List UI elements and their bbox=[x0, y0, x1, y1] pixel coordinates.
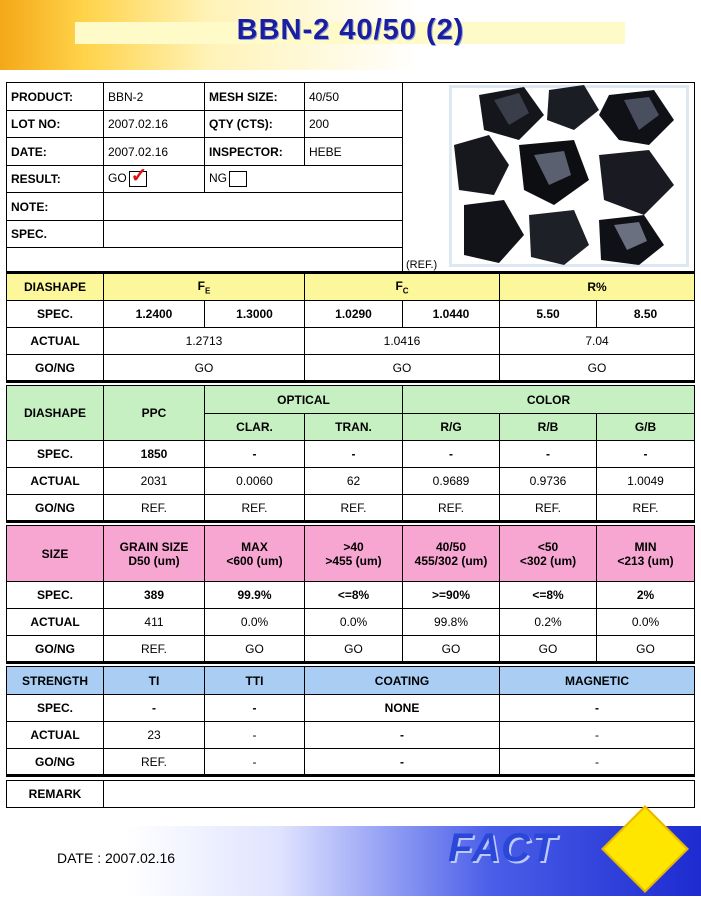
spec-label: SPEC. bbox=[7, 441, 104, 468]
size-col-header: MIN <213 (um) bbox=[597, 526, 695, 582]
spec-label: SPEC. bbox=[7, 301, 104, 328]
diashape-table-2 bbox=[6, 385, 695, 523]
spec-cell: - bbox=[205, 695, 305, 722]
gong-cell: - bbox=[305, 749, 500, 776]
spec-cell: - bbox=[104, 695, 205, 722]
go-label: GO bbox=[108, 171, 127, 186]
note-value bbox=[104, 193, 403, 221]
gong-cell: REF. bbox=[104, 749, 205, 776]
product-label: PRODUCT: bbox=[7, 83, 104, 111]
crystal-photo-image bbox=[449, 85, 689, 267]
remark-value bbox=[104, 781, 695, 808]
product-value: BBN-2 bbox=[104, 83, 205, 111]
remark-label: REMARK bbox=[7, 781, 104, 808]
gong-cell: REF. bbox=[205, 495, 305, 522]
diashape-table-1 bbox=[6, 271, 695, 383]
diashape-header: DIASHAPE bbox=[7, 273, 104, 301]
size-header: SIZE bbox=[7, 526, 104, 582]
gong-cell: REF. bbox=[403, 495, 500, 522]
gong-cell: GO bbox=[500, 636, 597, 663]
gong-cell: GO bbox=[597, 636, 695, 663]
gong-label: GO/NG bbox=[7, 495, 104, 522]
gong-cell: REF. bbox=[104, 495, 205, 522]
optical-header: OPTICAL bbox=[205, 386, 403, 414]
gong-cell: - bbox=[205, 749, 305, 776]
actual-cell: 0.9736 bbox=[500, 468, 597, 495]
date-label: DATE: bbox=[7, 138, 104, 166]
spec-cell: 1.2400 bbox=[104, 301, 205, 328]
gb-header: G/B bbox=[597, 414, 695, 441]
spec-cell: - bbox=[500, 695, 695, 722]
spec-label: SPEC. bbox=[7, 582, 104, 609]
actual-cell: 0.9689 bbox=[403, 468, 500, 495]
tran-header: TRAN. bbox=[305, 414, 403, 441]
ti-header: TI bbox=[104, 667, 205, 695]
actual-label: ACTUAL bbox=[7, 722, 104, 749]
actual-label: ACTUAL bbox=[7, 328, 104, 355]
spec-cell: - bbox=[403, 441, 500, 468]
fc-header: $F_C$ bbox=[305, 273, 500, 301]
rg-header: R/G bbox=[403, 414, 500, 441]
actual-cell: 0.0% bbox=[597, 609, 695, 636]
clar-header: CLAR. bbox=[205, 414, 305, 441]
color-header: COLOR bbox=[403, 386, 695, 414]
spec-value bbox=[104, 221, 403, 248]
spec-label: SPEC. bbox=[7, 695, 104, 722]
strength-header: STRENGTH bbox=[7, 667, 104, 695]
coating-header: COATING bbox=[305, 667, 500, 695]
actual-cell: - bbox=[500, 722, 695, 749]
actual-cell: - bbox=[305, 722, 500, 749]
actual-cell: 7.04 bbox=[500, 328, 695, 355]
magnetic-header: MAGNETIC bbox=[500, 667, 695, 695]
mesh-value: 40/50 bbox=[305, 83, 403, 111]
qty-value: 200 bbox=[305, 111, 403, 138]
actual-cell: 1.0416 bbox=[305, 328, 500, 355]
actual-cell: 1.2713 bbox=[104, 328, 305, 355]
actual-cell: 0.0% bbox=[305, 609, 403, 636]
result-label: RESULT: bbox=[7, 166, 104, 193]
spec-cell: 389 bbox=[104, 582, 205, 609]
size-col-header: GRAIN SIZE D50 (um) bbox=[104, 526, 205, 582]
gong-cell: GO bbox=[305, 636, 403, 663]
actual-label: ACTUAL bbox=[7, 468, 104, 495]
gong-cell: REF. bbox=[500, 495, 597, 522]
photo-caption: (REF.) bbox=[406, 259, 438, 271]
spec-cell: >=90% bbox=[403, 582, 500, 609]
spec-cell: NONE bbox=[305, 695, 500, 722]
actual-cell: 62 bbox=[305, 468, 403, 495]
page-title: BBN-2 40/50 (2) bbox=[236, 14, 465, 46]
blank-row bbox=[7, 248, 403, 273]
actual-cell: 0.2% bbox=[500, 609, 597, 636]
gong-cell: GO bbox=[500, 355, 695, 382]
actual-cell: 23 bbox=[104, 722, 205, 749]
actual-cell: 2031 bbox=[104, 468, 205, 495]
actual-cell: 0.0060 bbox=[205, 468, 305, 495]
gong-label: GO/NG bbox=[7, 749, 104, 776]
spec-cell: 99.9% bbox=[205, 582, 305, 609]
spec-cell: 1.0440 bbox=[403, 301, 500, 328]
spec-cell: 8.50 bbox=[597, 301, 695, 328]
result-go bbox=[104, 166, 205, 193]
qty-label: QTY (CTS): bbox=[205, 111, 305, 138]
sample-photo bbox=[403, 83, 695, 273]
size-col-header: <50 <302 (um) bbox=[500, 526, 597, 582]
info-table bbox=[6, 82, 695, 273]
actual-cell: 1.0049 bbox=[597, 468, 695, 495]
strength-table bbox=[6, 666, 695, 777]
gong-cell: REF. bbox=[597, 495, 695, 522]
gong-cell: GO bbox=[205, 636, 305, 663]
spec-label: SPEC. bbox=[7, 221, 104, 248]
date-value: 2007.02.16 bbox=[104, 138, 205, 166]
gong-label: GO/NG bbox=[7, 636, 104, 663]
fe-header: $F_E$ bbox=[104, 273, 305, 301]
actual-cell: 0.0% bbox=[205, 609, 305, 636]
actual-cell: - bbox=[205, 722, 305, 749]
size-table bbox=[6, 525, 695, 664]
size-col-header: >40 >455 (um) bbox=[305, 526, 403, 582]
size-col-header: 40/50 455/302 (um) bbox=[403, 526, 500, 582]
spec-cell: <=8% bbox=[305, 582, 403, 609]
rb-header: R/B bbox=[500, 414, 597, 441]
check-icon: ✓ bbox=[130, 165, 148, 187]
spec-cell: - bbox=[205, 441, 305, 468]
ng-label: NG bbox=[209, 171, 227, 186]
spec-cell: - bbox=[597, 441, 695, 468]
note-label: NOTE: bbox=[7, 193, 104, 221]
diashape-header: DIASHAPE bbox=[7, 386, 104, 441]
gong-cell: GO bbox=[403, 636, 500, 663]
spec-cell: 5.50 bbox=[500, 301, 597, 328]
spec-cell: - bbox=[500, 441, 597, 468]
lot-label: LOT NO: bbox=[7, 111, 104, 138]
fact-logo: FACT bbox=[448, 826, 557, 870]
spec-cell: 1.0290 bbox=[305, 301, 403, 328]
go-checkbox[interactable] bbox=[129, 165, 148, 187]
gong-cell: GO bbox=[104, 355, 305, 382]
inspector-value: HEBE bbox=[305, 138, 403, 166]
ppc-header: PPC bbox=[104, 386, 205, 441]
footer-date: DATE : 2007.02.16 bbox=[57, 850, 176, 866]
spec-cell: 1850 bbox=[104, 441, 205, 468]
spec-cell: - bbox=[305, 441, 403, 468]
gong-cell: REF. bbox=[104, 636, 205, 663]
result-ng bbox=[205, 166, 403, 193]
actual-label: ACTUAL bbox=[7, 609, 104, 636]
size-col-header: MAX <600 (um) bbox=[205, 526, 305, 582]
gong-cell: REF. bbox=[305, 495, 403, 522]
lot-value: 2007.02.16 bbox=[104, 111, 205, 138]
remark-table bbox=[6, 780, 695, 808]
tti-header: TTI bbox=[205, 667, 305, 695]
actual-cell: 99.8% bbox=[403, 609, 500, 636]
spec-cell: <=8% bbox=[500, 582, 597, 609]
gong-cell: GO bbox=[305, 355, 500, 382]
spec-cell: 2% bbox=[597, 582, 695, 609]
inspector-label: INSPECTOR: bbox=[205, 138, 305, 166]
mesh-label: MESH SIZE: bbox=[205, 83, 305, 111]
gong-cell: - bbox=[500, 749, 695, 776]
spec-cell: 1.3000 bbox=[205, 301, 305, 328]
gong-label: GO/NG bbox=[7, 355, 104, 382]
r-header: R% bbox=[500, 273, 695, 301]
actual-cell: 411 bbox=[104, 609, 205, 636]
ng-checkbox[interactable] bbox=[229, 171, 247, 187]
